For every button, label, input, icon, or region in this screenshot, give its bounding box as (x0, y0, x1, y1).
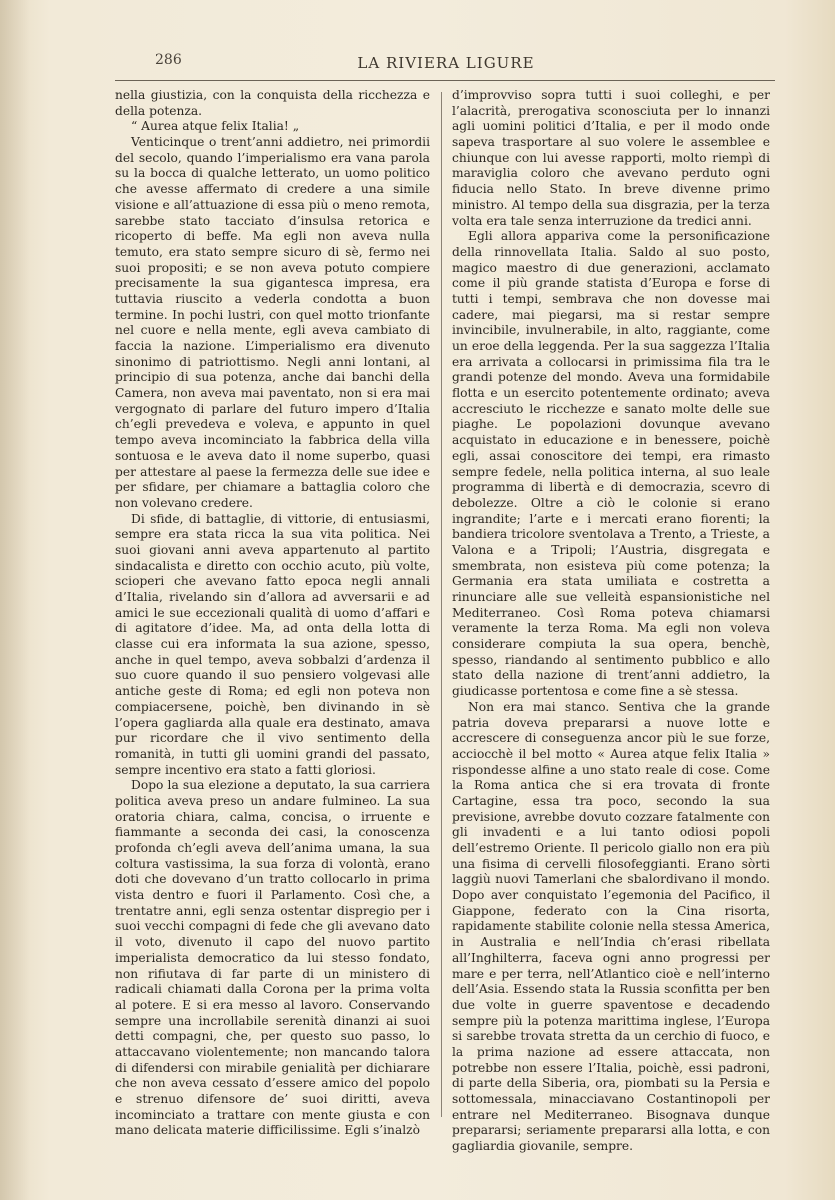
paragraph: Egli allora appariva come la personificazione della rinnovellata Italia. Saldo al suo posto, magico maestro di due generazioni, acclamato come il più grande statista d’Europa e forse di tutti i tempi, sembrava che non dovesse mai cadere, mai piegarsi, ma si restar sempre invincibile, invulnerabile, in alto, raggiante, come un eroe della leggenda. Per la sua saggezza l’Italia era arrivata a collocarsi in primissima fila tra le grandi potenze del mondo. Aveva una formidabile flotta e un esercito potentemente ordinato; aveva accresciuto le ricchezze e sanato molte delle sue piaghe. Le popolazioni dovunque avevano acquistato in educazione e in benessere, poichè egli, assai conoscitore dei tempi, era rimasto sempre fedele, nella politica interna, al suo leale programma di libertà e di democrazia, scevro di debolezze. Oltre a ciò le colonie si erano ingrandite; l’arte e i mercati erano fiorenti; la bandiera tricolore sventolava a Trento, a Trieste, a Valona e a Tripoli; l’Austria, disgregata e smembrata, non esisteva più come potenza; la Germania era stata umiliata e costretta a rinunciare alle sue velleità espansionistiche nel Mediterraneo. Così Roma poteva chiamarsi veramente la terza Roma. Ma egli non voleva considerare compiuta la sua opera, benchè, spesso, riandando al sentimento pubblico e allo stato della nazione di trent’anni addietro, la giudicasse portentosa e come fine a sè stessa. (452, 229, 770, 699)
paragraph: Venticinque o trent’anni addietro, nei primordii del secolo, quando l’imperialismo era vana parola su la bocca di qualche letterato, un uomo politico che avesse affermato di credere a una simile visione e all’attuazione di essa più o meno remota, sarebbe stato tacciato d’insulsa retorica e ricoperto di beffe. Ma egli non aveva nulla temuto, era stato sempre sicuro di sè, fermo nei suoi propositi; e se non aveva potuto compiere precisamente la sua gigantesca impresa, era tuttavia riuscito a vederla condotta a buon termine. In pochi lustri, con quel motto trionfante nel cuore e nella mente, egli aveva cambiato di faccia la nazione. L’imperialismo era divenuto sinonimo di patriottismo. Negli anni lontani, al principio di sua potenza, anche dai banchi della Camera, non aveva mai paventato, non si era mai vergognato di parlare del futuro impero d’Italia ch’egli prevedeva e voleva, e appunto in quel tempo aveva incominciato la fabbrica della villa sontuosa e le aveva dato il nome superbo, quasi per attestare al paese la fermezza delle sue idee e per sfidare, per chiamare a battaglia coloro che non volevano credere. (115, 135, 430, 510)
page-header (115, 52, 777, 78)
header-rule (115, 80, 775, 81)
right-column (452, 88, 770, 1155)
running-title: LA RIVIERA LIGURE (357, 54, 535, 72)
left-column (115, 88, 430, 1139)
column-divider (441, 92, 442, 1117)
paragraph: d’improvviso sopra tutti i suoi colleghi, e per l’alacrità, prerogativa sconosciuta per lo innanzi agli uomini politici d’Italia, e per il modo onde sapeva trasportare al suo volere le assemblee e chiunque con lui avesse rapporti, molto riempì di maraviglia coloro che avevano perduto ogni fiducia nello Stato. In breve divenne primo ministro. Al tempo della sua disgrazia, per la terza volta era tale senza interruzione da tredici anni. (452, 88, 770, 228)
paragraph: Dopo la sua elezione a deputato, la sua carriera politica aveva preso un andare fulmineo. La sua oratoria chiara, calma, concisa, o irruente e fiammante a seconda dei casi, la conoscenza profonda ch’egli aveva dell’anima umana, la sua coltura vastissima, la sua forza di volontà, erano doti che dovevano d’un tratto collocarlo in prima vista dentro e fuori il Parlamento. Così che, a trentatre anni, egli senza ostentar dispregio per i suoi vecchi compagni di fede che gli avevano dato il voto, divenuto il capo del nuovo partito imperialista democratico da lui stesso fondato, non rifiutava di far parte di un ministero di radicali chiamati dalla Corona per la prima volta al potere. E si era messo al lavoro. Conservando sempre una incrollabile serenità dinanzi ai suoi detti compagni, che, per questo suo passo, lo attaccavano violentemente; non mancando talora di difendersi con mirabile genialità per dichiarare che non aveva cessato d’essere amico del popolo e strenuo difensore de’ suoi diritti, aveva incominciato a trattare con mente giusta e con mano delicata materie difficilissime. Egli s’inalzò (115, 778, 430, 1138)
page-number: 286 (155, 52, 182, 68)
paragraph: “ Aurea atque felix Italia! „ (131, 119, 300, 134)
paragraph: Non era mai stanco. Sentiva che la grande patria doveva prepararsi a nuove lotte e accrescere di conseguenza ancor più le sue forze, acciocchè il bel motto « Aurea atque felix Italia » rispondesse alfine a uno stato reale di cose. Come la Roma antica che si era trovata di fronte Cartagine, essa tra poco, secondo la sua previsione, avrebbe dovuto cozzare fatalmente con gli invadenti e a lui tanto odiosi popoli dell’estremo Oriente. Il pericolo giallo non era più una fisima di cervelli filosofeggianti. Erano sòrti laggiù nuovi Tamerlani che sbalordivano il mondo. Dopo aver conquistato l’egemonia del Pacifico, il Giappone, federato con la Cina risorta, rapidamente stabilite colonie nella stessa America, in Australia e nell’India ch’erasi ribellata all’Inghilterra, faceva ogni anno progressi per mare e per terra, nell’Atlantico cioè e nell’interno dell’Asia. Essendo stata la Russia sconfitta per ben due volte in guerre spaventose e decadendo sempre più la potenza marittima inglese, l’Europa si sarebbe trovata stretta da un cerchio di fuoco, e la prima nazione ad essere attaccata, non potrebbe non essere l’Italia, poichè, essi padroni, di parte della Siberia, ora, piombati su la Persia e sottomessala, minacciavano Costantinopoli per entrare nel Mediterraneo. Bisognava dunque prepararsi; seriamente prepararsi alla lotta, e con gagliardia giovanile, sempre. (452, 699, 770, 1154)
paragraph: Di sfide, di battaglie, di vittorie, di entusiasmi, sempre era stata ricca la sua vita politica. Nei suoi giovani anni aveva appartenuto al partito sindacalista e diretto con occhio acuto, più volte, scioperi che avevano fatto epoca negli annali d’Italia, rivelando sin d’allora ad avversarii e ad amici le sue eccezionali qualità di uomo d’affari e di agitatore d’idee. Ma, ad onta della lotta di classe cui era informata la sua azione, spesso, anche in quel tempo, aveva sobbalzi d’ardenza il suo cuore quando il suo pensiero volgevasi alle antiche geste di Roma; ed egli non poteva non compiacersene, poichè, ben divinando in sè l’opera gagliarda alla quale era destinato, amava pur ricordare che il vivo sentimento della romanità, in tutti gli uomini grandi del passato, sempre incentivo era stato a fatti gloriosi. (115, 511, 430, 777)
paragraph: nella giustizia, con la conquista della ricchezza e della potenza. (115, 88, 430, 118)
page-edge-shadow (0, 0, 30, 1200)
